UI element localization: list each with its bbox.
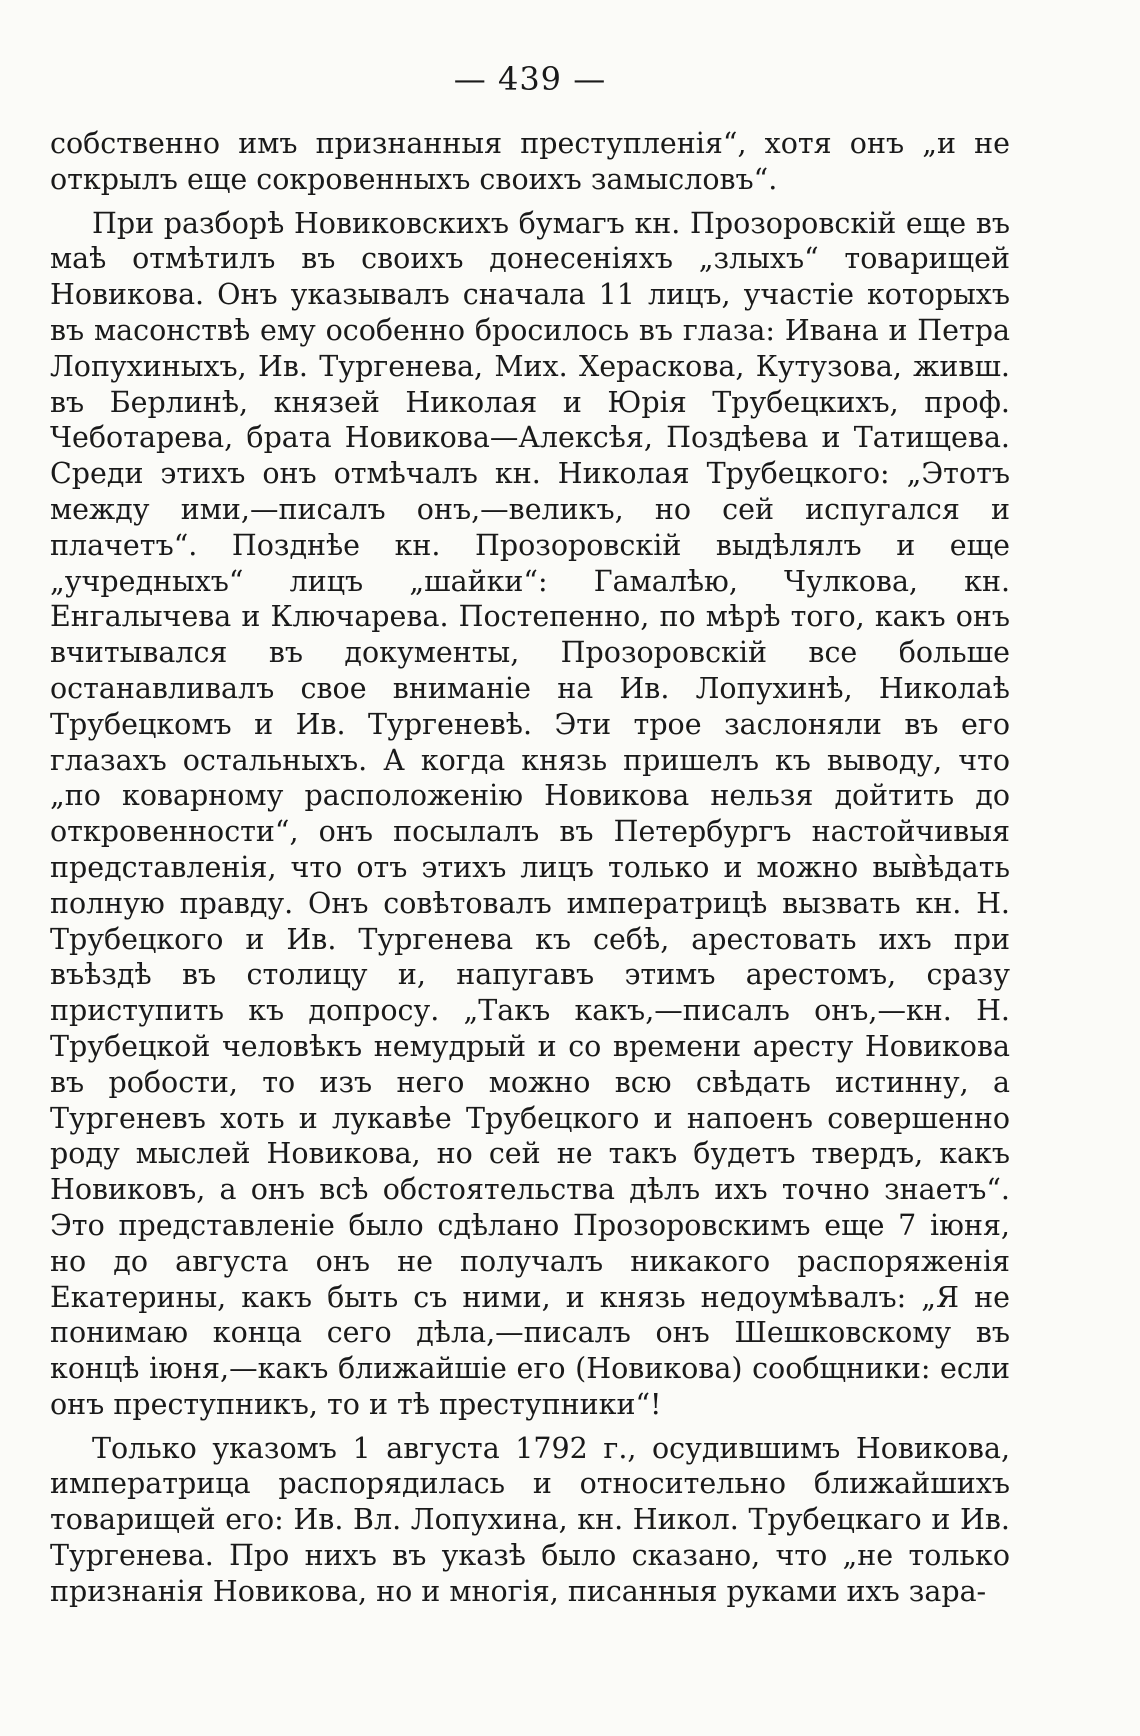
body-text [50, 126, 1010, 1610]
paragraph-continuation: собственно имъ признанныя преступленія“, хотя онъ „и не открылъ еще сокровенныхъ своихъ замысловъ“. [50, 127, 1010, 196]
paragraph-decree-august: Только указомъ 1 августа 1792 г., осудившимъ Новикова, императрица распорядилась и относительно ближайшихъ товарищей его: Ив. Вл. Лопухина, кн. Никол. Трубецкаго и Ив. Тургенева. Про нихъ въ указѣ было сказано, что „не только признанія Новикова, но и многія, писанныя руками ихъ зара- [50, 1431, 1010, 1608]
page-number: — 439 — [453, 60, 607, 98]
paragraph-prozorovsky-investigation: При разборѣ Новиковскихъ бумагъ кн. Прозоровскій еще въ маѣ отмѣтилъ въ своихъ донесеніяхъ „злыхъ“ товарищей Новикова. Онъ указывалъ сначала 11 лицъ, участіе которыхъ въ масонствѣ ему особенно бросилось въ глаза: Ивана и Петра Лопухиныхъ, Ив. Тургенева, Мих. Хераскова, Кутузова, живш. въ Берлинѣ, князей Николая и Юрія Трубецкихъ, проф. Чеботарева, брата Новикова—Алексѣя, Поздѣева и Татищева. Среди этихъ онъ отмѣчалъ кн. Николая Трубецкого: „Этотъ между ими,—писалъ онъ,—великъ, но сей испугался и плачетъ“. Позднѣе кн. Прозоровскій выдѣлялъ и еще „учредныхъ“ лицъ „шайки“: Гамалѣю, Чулкова, кн. Енгалычева и Ключарева. Постепенно, по мѣрѣ того, какъ онъ вчитывался въ документы, Прозоровскій все больше останавливалъ свое вниманіе на Ив. Лопухинѣ, Николаѣ Трубецкомъ и Ив. Тургеневѣ. Эти трое заслоняли въ его глазахъ остальныхъ. А когда князь пришелъ къ выводу, что „по коварному расположенію Новикова нельзя дойтить до откровенности“, онъ посылалъ въ Петербургъ настойчивыя представленія, что отъ этихъ лицъ только и можно выв̀ѣдать полную правду. Онъ совѣтовалъ императрицѣ вызвать кн. Н. Трубецкого и Ив. Тургенева къ себѣ, арестовать ихъ при въѣздѣ въ столицу и, напугавъ этимъ арестомъ, сразу приступить къ допросу. „Такъ какъ,—писалъ онъ,—кн. Н. Трубецкой человѣкъ немудрый и со времени аресту Новикова въ робости, то изъ него можно всю свѣдать истинну, а Тургеневъ хоть и лукавѣе Трубецкого и напоенъ совершенно роду мыслей Новикова, но сей не такъ будетъ твердъ, какъ Новиковъ, а онъ всѣ обстоятельства дѣлъ ихъ точно знаетъ“. Это представленіе было сдѣлано Прозоровскимъ еще 7 іюня, но до августа онъ не получалъ никакого распоряженія Екатерины, какъ быть съ ними, и князь недоумѣвалъ: „Я не понимаю конца сего дѣла,—писалъ онъ Шешковскому въ концѣ іюня,—какъ ближайшіе его (Новикова) сообщники: если онъ преступникъ, то и тѣ преступники“! [50, 206, 1010, 1421]
